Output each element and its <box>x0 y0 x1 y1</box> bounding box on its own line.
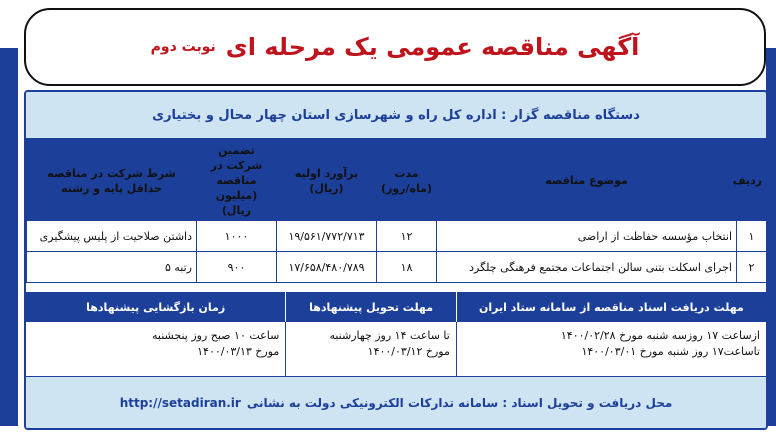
row-number: ۲ <box>737 252 767 283</box>
opening-header: زمان بازگشایی پیشنهادها <box>86 300 226 314</box>
opening-time <box>26 322 285 376</box>
row-condition: داشتن صلاحیت از پلیس پیشگیری <box>27 221 197 252</box>
receive-to: تاساعت۱۷ روز شنبه مورخ ۱۴۰۰/۰۳/۰۱ <box>581 345 760 358</box>
row-condition: رتبه ۵ <box>27 252 197 283</box>
receive-docs-period <box>456 322 766 376</box>
row-subject: اجرای اسکلت بتنی سالن اجتماعات مجتمع فرهنگی چلگرد <box>437 252 737 283</box>
table-row <box>27 252 767 283</box>
header-condition: شرط شرکت در مناقصه حداقل پایه و رشته <box>27 141 197 221</box>
opening-date: مورخ ۱۴۰۰/۰۳/۱۳ <box>197 345 280 358</box>
opening-hour: ساعت ۱۰ صبح روز پنجشنبه <box>152 329 280 342</box>
header-estimate: برآورد اولیه (ریال) <box>277 141 377 221</box>
row-number: ۱ <box>737 221 767 252</box>
row-estimate: ۱۹/۵۶۱/۷۷۲/۷۱۳ <box>277 221 377 252</box>
submit-header: مهلت تحویل پیشنهادها <box>285 292 456 322</box>
notice-round: نوبت دوم <box>150 39 216 55</box>
row-subject: انتخاب مؤسسه حفاظت از اراضی <box>437 221 737 252</box>
submit-date: مورخ ۱۴۰۰/۰۳/۱۲ <box>367 345 450 358</box>
row-guarantee: ۱۰۰۰ <box>197 221 277 252</box>
footer-text: محل دریافت و تحویل اسناد : سامانه تدارکات الکترونیکی دولت به نشانی <box>246 395 673 410</box>
deadlines-header <box>26 292 766 322</box>
table-row <box>27 221 767 252</box>
title-box <box>24 8 766 86</box>
left-ribbon <box>0 48 18 426</box>
receive-from: ازساعت ۱۷ روزسه شنبه مورخ ۱۴۰۰/۰۲/۲۸ <box>560 329 760 342</box>
submit-deadline <box>285 322 456 376</box>
footer-line <box>26 377 766 428</box>
notice-title: آگهی مناقصه عمومی یک مرحله ای <box>225 33 640 61</box>
table-header-row <box>27 141 767 221</box>
header-duration: مدت (ماه/روز) <box>377 141 437 221</box>
row-duration: ۱۸ <box>377 252 437 283</box>
submit-time: تا ساعت ۱۴ روز چهارشنبه <box>329 329 450 342</box>
header-subject: موضوع مناقصه <box>437 141 737 221</box>
organizer-line: دستگاه مناقصه گزار : اداره کل راه و شهرسازی استان چهار محال و بختیاری <box>26 92 766 140</box>
notice-frame <box>24 90 768 430</box>
header-guarantee: تضمین شرکت در مناقصه (میلیون ریال) <box>197 141 277 221</box>
row-duration: ۱۲ <box>377 221 437 252</box>
tender-table <box>26 140 767 283</box>
header-row-number: ردیف <box>737 141 767 221</box>
setad-link[interactable]: http://setadiran.ir <box>119 395 241 410</box>
receive-docs-header: مهلت دریافت اسناد مناقصه از سامانه ستاد ایران <box>456 292 766 322</box>
row-guarantee: ۹۰۰ <box>197 252 277 283</box>
row-estimate: ۱۷/۶۵۸/۴۸۰/۷۸۹ <box>277 252 377 283</box>
deadlines-body <box>26 322 766 377</box>
